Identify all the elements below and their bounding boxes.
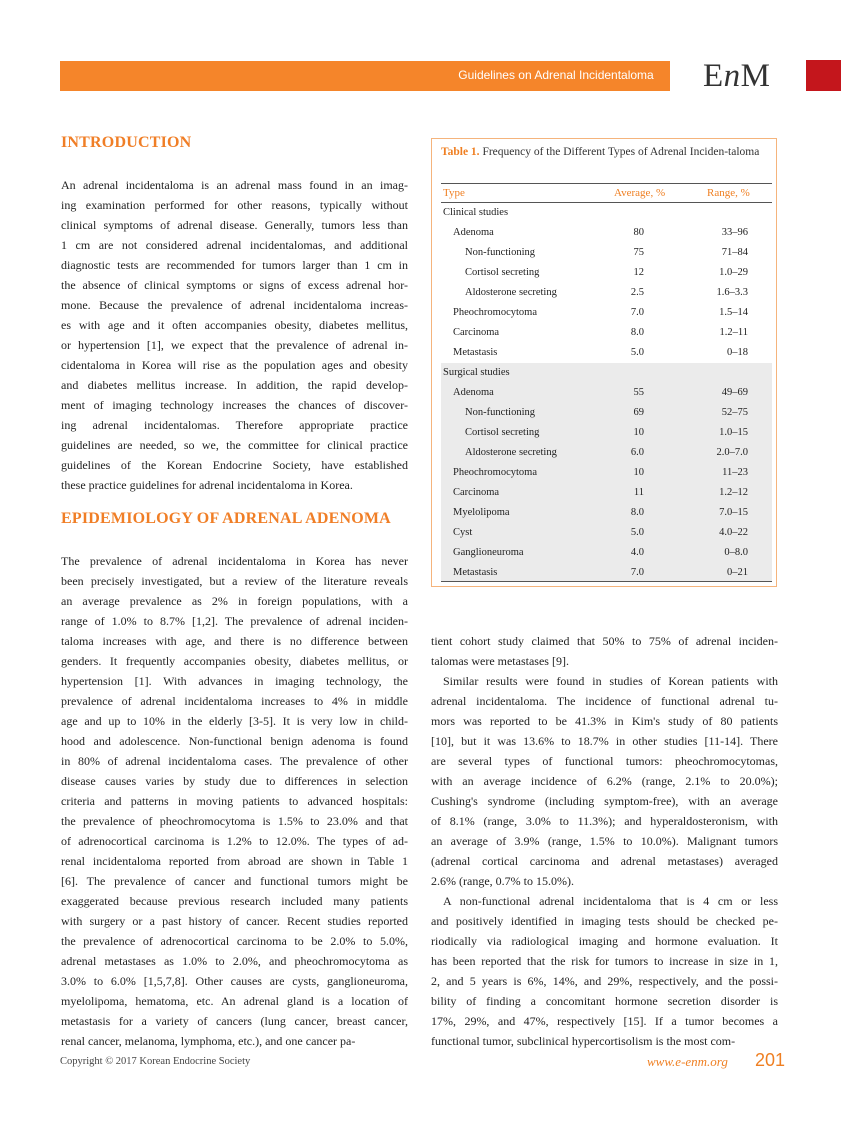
text-line: the prevalence of adrenocortical carcinoma to be 2.0% to 5.0%, — [61, 934, 408, 948]
table-header-average: Average, % — [614, 187, 666, 199]
text-line: cidentaloma in Korea will rise as the population ages and obesity — [61, 358, 408, 372]
text-line: disease causes varies by study due to differences in selection — [61, 774, 408, 788]
cell-range: 2.0–7.0 — [716, 447, 748, 458]
right-paragraph-3 — [431, 891, 778, 1051]
text-line: or hypertension [1], we expect that the prevalence of adrenal in- — [61, 338, 408, 352]
text-line: prevalence of adrenal incidentaloma increases to 4% in middle — [61, 694, 408, 708]
text-line: hood and adolescence. Non-functional benign adenoma is found — [61, 734, 408, 748]
table-group-row — [441, 203, 772, 223]
cell-type: Non-functioning — [465, 407, 535, 418]
cell-range: 1.0–29 — [719, 267, 748, 278]
text-line: of adrenocortical carcinoma is 1.2% to 12.0%. The types of ad- — [61, 834, 408, 848]
table-row — [441, 243, 772, 263]
cell-range: 52–75 — [721, 407, 748, 418]
cell-average: 6.0 — [630, 447, 644, 458]
text-line: taloma increases with age, and there is no difference between — [61, 634, 408, 648]
text-line: has been reported that the risk for tumors to increase in size in 1, — [431, 954, 778, 968]
text-line: ing examination performed for other reasons, typically without — [61, 198, 408, 212]
text-line: range of 1.0% to 8.7% [1,2]. The prevalence of adrenal inciden- — [61, 614, 408, 628]
cell-average: 69 — [633, 407, 644, 418]
cell-range: 0–21 — [727, 567, 748, 578]
text-line: clinical symptoms of adrenal disease. Generally, tumors less than — [61, 218, 408, 232]
cell-average: 11 — [633, 487, 644, 498]
text-line: riodically via radiological imaging and hormone evaluation. It — [431, 934, 778, 948]
cell-type: Cortisol secreting — [465, 427, 540, 438]
cell-average: 8.0 — [630, 507, 644, 518]
text-line: genders. It frequently accompanies obesity, diabetes mellitus, or — [61, 654, 408, 668]
cell-type: Aldosterone secreting — [465, 287, 557, 298]
cell-type: Carcinoma — [453, 327, 500, 338]
cell-type: Metastasis — [453, 567, 498, 578]
table-1-caption-text: Frequency of the Different Types of Adrenal Inciden-taloma — [482, 146, 760, 158]
cell-range: 0–8.0 — [724, 547, 748, 558]
epidemiology-heading: EPIDEMIOLOGY OF ADRENAL ADENOMA — [61, 510, 391, 527]
text-line: bility of finding a concomitant hormone secretion disorder is — [431, 994, 778, 1008]
table-row — [441, 563, 772, 583]
table-row — [441, 543, 772, 563]
cell-range: 0–18 — [727, 347, 748, 358]
running-title: Guidelines on Adrenal Incidentaloma — [458, 68, 654, 82]
introduction-heading: INTRODUCTION — [61, 134, 192, 151]
cell-type: Myelolipoma — [453, 507, 510, 518]
cell-type: Pheochromocytoma — [453, 467, 537, 478]
copyright-notice: Copyright © 2017 Korean Endocrine Society — [60, 1056, 251, 1067]
text-line: adrenal incidentaloma. The incidence of functional adrenal tu- — [431, 694, 778, 708]
cell-average: 2.5 — [630, 287, 644, 298]
introduction-paragraph — [61, 175, 408, 495]
cell-type: Cyst — [453, 527, 473, 538]
cell-range: 1.0–15 — [719, 427, 748, 438]
logo-red-block — [806, 60, 841, 91]
text-line: Similar results were found in studies of Korean patients with — [443, 674, 778, 688]
text-line: 2.6% (range, 0.7% to 15.0%). — [431, 874, 574, 888]
text-line: ment of imaging technology increases the chances of discover- — [61, 398, 408, 412]
text-line: talomas were metastases [9]. — [431, 654, 569, 668]
table-bottom-rule — [441, 581, 772, 582]
table-row — [441, 303, 772, 323]
text-line: [10], but it was 13.6% to 18.7% in other studies [11-14]. There — [431, 734, 778, 748]
cell-type: Non-functioning — [465, 247, 535, 258]
table-1-label: Table 1. — [441, 146, 480, 158]
text-line: hypertension [1]. With advances in imaging technology, the — [61, 674, 408, 688]
text-line: functional tumor, subclinical hypercortisolism is the most com- — [431, 1034, 736, 1048]
table-row — [441, 443, 772, 463]
text-line: 2, and 5 years is 6%, 14%, and 29%, respectively, and the possi- — [431, 974, 778, 988]
cell-range: 7.0–15 — [719, 507, 748, 518]
text-line: es with age and it often accompanies obesity, diabetes mellitus, — [61, 318, 408, 332]
text-line: 1 cm are not considered adrenal incidentalomas, and additional — [61, 238, 408, 252]
text-line: metastasis for a variety of cancers (lung cancer, breast cancer, — [61, 1014, 408, 1028]
cell-range: 4.0–22 — [719, 527, 748, 538]
cell-average: 7.0 — [630, 567, 644, 578]
right-paragraph-2 — [431, 671, 778, 891]
text-line: guidelines are needed, so we, the committee for clinical practice — [61, 438, 408, 452]
table-row — [441, 463, 772, 483]
text-line: (adrenal cortical carcinoma and adrenal metastases) averaged — [431, 854, 778, 868]
table-row — [441, 343, 772, 363]
text-line: the absence of clinical symptoms or signs of excess adrenal hor- — [61, 278, 408, 292]
text-line: with surgery or a past history of cancer. Recent studies reported — [61, 914, 408, 928]
cell-average: 12 — [633, 267, 644, 278]
text-line: 3.0% to 6.0% [1,5,7,8]. Other causes are cysts, ganglioneuroma, — [61, 974, 408, 988]
right-paragraph-1 — [431, 631, 778, 671]
text-line: renal cancer, melanoma, lymphoma, etc.), and one cancer pa- — [61, 1034, 356, 1048]
cell-average: 4.0 — [630, 547, 644, 558]
text-line: and positively identified in imaging tests should be checked pe- — [431, 914, 778, 928]
text-line: these practice guidelines for adrenal incidentaloma in Korea. — [61, 478, 353, 492]
cell-type: Pheochromocytoma — [453, 307, 537, 318]
text-line: renal incidentaloma reported from abroad are shown in Table 1 — [61, 854, 408, 868]
cell-range: 1.2–12 — [719, 487, 748, 498]
text-line: Cushing's syndrome (including symptom-free), with an average — [431, 794, 778, 808]
text-line: are several types of functional tumors: pheochromocytomas, — [431, 754, 778, 768]
text-line: 17%, 29%, and 47%, respectively [15]. If a tumor becomes a — [431, 1014, 778, 1028]
table-row — [441, 523, 772, 543]
journal-url: www.e-enm.org — [647, 1054, 728, 1069]
table-row — [441, 263, 772, 283]
text-line: with an average incidence of 6.2% (range, 2.1% to 20.0%); — [431, 774, 778, 788]
table-row — [441, 423, 772, 443]
text-line: ing adrenal incidentalomas. Therefore appropriate practice — [61, 418, 408, 432]
table-row — [441, 483, 772, 503]
text-line: The prevalence of adrenal incidentaloma in Korea has never — [61, 554, 408, 568]
text-line: A non-functional adrenal incidentaloma that is 4 cm or less — [443, 894, 778, 908]
cell-average: 80 — [633, 227, 644, 238]
cell-average: 10 — [633, 427, 644, 438]
table-header-range: Range, % — [707, 187, 750, 199]
text-line: exaggerated because previous research included many patients — [61, 894, 408, 908]
cell-type: Clinical studies — [443, 207, 509, 218]
table-row — [441, 403, 772, 423]
text-line: diagnostic tests are recommended for tumors larger than 1 cm in — [61, 258, 408, 272]
cell-range: 11–23 — [722, 467, 748, 478]
epidemiology-paragraph — [61, 551, 408, 1051]
text-line: criteria and patterns in moving patients to advanced hospitals: — [61, 794, 408, 808]
text-line: an average of 3.9% (range, 1.5% to 10.0%). Malignant tumors — [431, 834, 778, 848]
cell-average: 5.0 — [630, 527, 644, 538]
cell-range: 1.2–11 — [719, 327, 748, 338]
text-line: the prevalence of pheochromocytoma is 1.5% to 23.0% and that — [61, 814, 408, 828]
table-1-caption — [441, 143, 771, 161]
text-line: of 8.1% (range, 3.0% to 11.3%); and hyperaldosteronism, with — [431, 814, 778, 828]
text-line: been precisely investigated, but a review of the literature reveals — [61, 574, 408, 588]
cell-type: Carcinoma — [453, 487, 500, 498]
cell-type: Surgical studies — [443, 367, 510, 378]
cell-range: 49–69 — [721, 387, 748, 398]
cell-type: Cortisol secreting — [465, 267, 540, 278]
table-row — [441, 503, 772, 523]
table-top-rule — [441, 183, 772, 184]
cell-type: Adenoma — [453, 387, 494, 398]
cell-range: 1.6–3.3 — [716, 287, 748, 298]
table-header-type: Type — [443, 187, 465, 199]
text-line: age and up to 10% in the elderly [3-5]. It is very low in child- — [61, 714, 408, 728]
cell-average: 10 — [633, 467, 644, 478]
text-line: and diabetes mellitus increase. In addition, the rapid develop- — [61, 378, 408, 392]
text-line: mone. Because the prevalence of adrenal incidentaloma increas- — [61, 298, 408, 312]
cell-average: 5.0 — [630, 347, 644, 358]
text-line: adrenal metastases as 1.0% to 2.0%, and pheochromocytoma as — [61, 954, 408, 968]
table-row — [441, 283, 772, 303]
cell-type: Metastasis — [453, 347, 498, 358]
cell-average: 7.0 — [630, 307, 644, 318]
cell-range: 71–84 — [721, 247, 748, 258]
table-row — [441, 323, 772, 343]
text-line: [6]. The prevalence of cancer and functional tumors might be — [61, 874, 408, 888]
text-line: in 80% of adrenal incidentaloma cases. The prevalence of other — [61, 754, 408, 768]
cell-type: Ganglioneuroma — [453, 547, 524, 558]
table-row — [441, 223, 772, 243]
cell-average: 8.0 — [630, 327, 644, 338]
text-line: an average prevalence as 2% in foreign populations, with a — [61, 594, 408, 608]
text-line: guidelines of the Korean Endocrine Society, have established — [61, 458, 408, 472]
cell-type: Adenoma — [453, 227, 494, 238]
text-line: mors was reported to be 41.3% in Kim's study of 80 patients — [431, 714, 778, 728]
page-number: 201 — [755, 1050, 786, 1070]
cell-average: 75 — [633, 247, 644, 258]
journal-logo: EnM — [703, 58, 771, 94]
text-line: myelolipoma, hematoma, etc. An adrenal gland is a location of — [61, 994, 408, 1008]
cell-range: 33–96 — [721, 227, 748, 238]
cell-range: 1.5–14 — [719, 307, 748, 318]
text-line: An adrenal incidentaloma is an adrenal mass found in an imag- — [61, 178, 408, 192]
cell-type: Aldosterone secreting — [465, 447, 557, 458]
cell-average: 55 — [633, 387, 644, 398]
table-group-row — [441, 363, 772, 383]
table-row — [441, 383, 772, 403]
text-line: tient cohort study claimed that 50% to 75% of adrenal inciden- — [431, 634, 778, 648]
